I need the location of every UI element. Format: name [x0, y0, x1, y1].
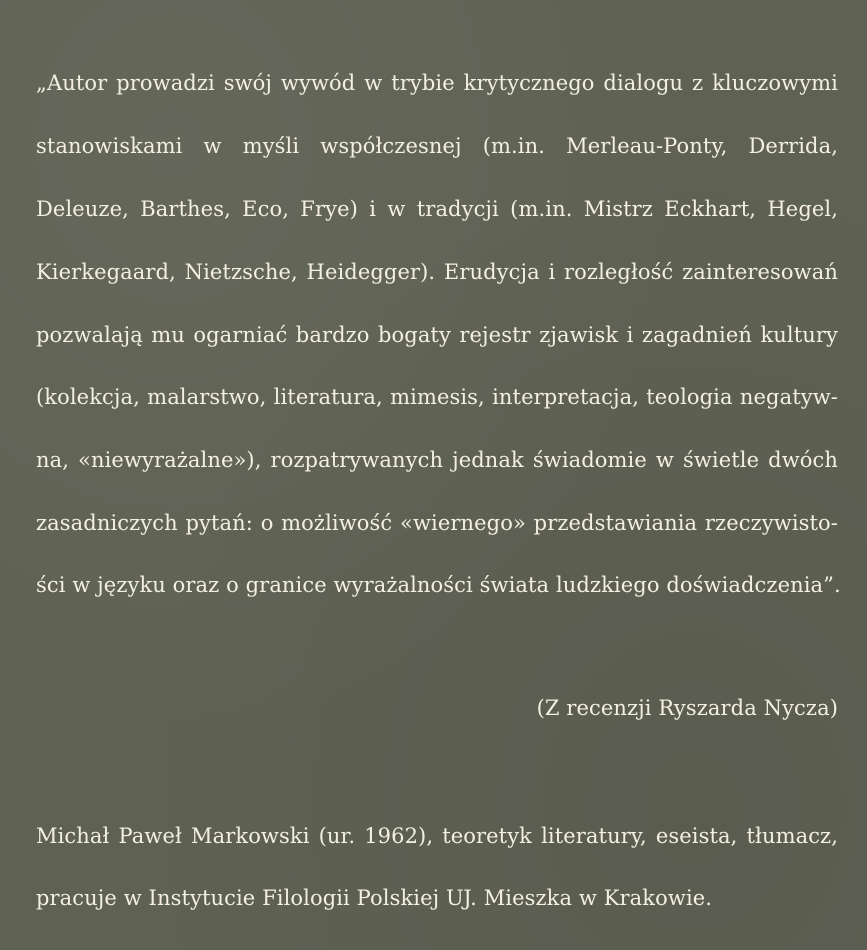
quote-line: Deleuze, Barthes, Eco, Frye) i w tradycji (m.in. Mistrz Eckhart, Hegel, [36, 197, 838, 221]
review-attribution: (Z recenzji Ryszarda Nycza) [536, 696, 838, 720]
quote-line: stanowiskami w myśli współczesnej (m.in. Merleau-Ponty, Derrida, [36, 134, 838, 158]
quote-line: ści w języku oraz o granice wyrażalności świata ludzkiego doświadczenia”. [36, 573, 841, 597]
author-bio-line: pracuje w Instytucie Filologii Polskiej UJ. Mieszka w Krakowie. [36, 886, 713, 910]
quote-line: pozwalają mu ogarniać bardzo bogaty rejestr zjawisk i zagadnień kultury [36, 323, 838, 347]
quote-line: zasadniczych pytań: o możliwość «wiernego» przedstawiania rzeczywisto- [36, 511, 838, 535]
quote-line: na, «niewyrażalne»), rozpatrywanych jednak świadomie w świetle dwóch [36, 448, 838, 472]
quote-line: Kierkegaard, Nietzsche, Heidegger). Erudycja i rozległość zainteresowań [36, 260, 838, 284]
quote-line: (kolekcja, malarstwo, literatura, mimesis, interpretacja, teologia negatyw- [36, 385, 838, 409]
quote-line: „Autor prowadzi swój wywód w trybie krytycznego dialogu z kluczowymi [36, 71, 838, 95]
author-bio-line: Michał Paweł Markowski (ur. 1962), teoretyk literatury, eseista, tłumacz, [36, 824, 838, 848]
